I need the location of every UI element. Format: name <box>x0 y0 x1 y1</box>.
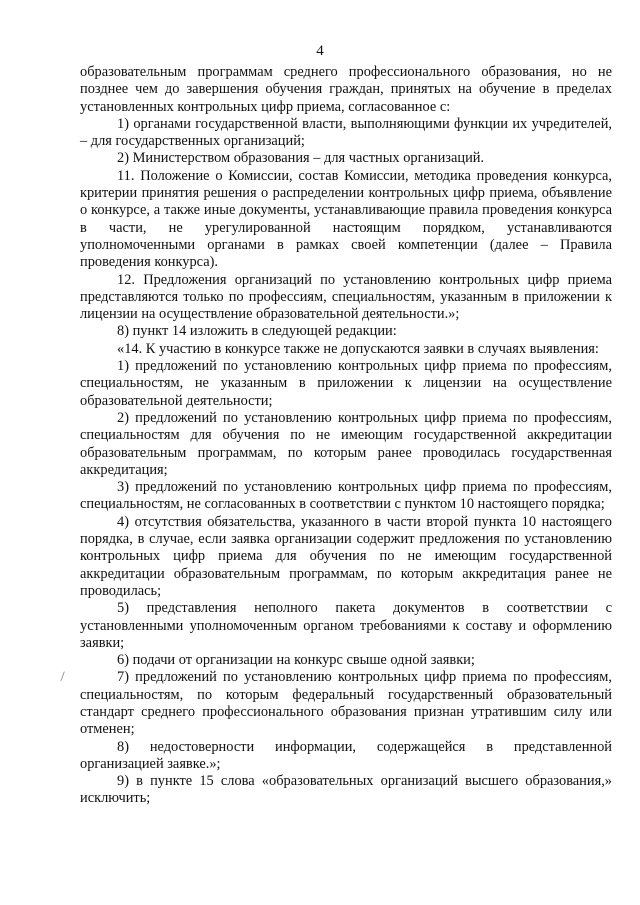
paragraph: 1) предложений по установлению контрольных цифр приема по профессиям, специальностям, не указанным в приложении к лицензии на осуществление образовательной деятельности; <box>80 358 612 409</box>
paragraph: 7) предложений по установлению контрольных цифр приема по профессиям, специальностям, по которым федеральный государственный образовательный стандарт среднего профессионального образования признан утратившим силу или отменен; <box>80 669 612 738</box>
paragraph: 12. Предложения организаций по установлению контрольных цифр приема представляются только по профессиям, специальностям, указанным в приложении к лицензии на осуществление образовательной деятельности.»; <box>80 271 612 323</box>
page-number: 4 <box>316 43 324 59</box>
paragraph: 8) недостоверности информации, содержащейся в представленной организацией заявке.»; <box>80 738 612 772</box>
paragraph: 3) предложений по установлению контрольных цифр приема по профессиям, специальностям, не согласованных в соответствии с пунктом 10 настоящего порядка; <box>80 479 612 513</box>
paragraph: 2) предложений по установлению контрольных цифр приема по профессиям, специальностям для обучения по не имеющим государственной аккредитации образовательным программам, по которым ранее проводилась государственная аккредитация; <box>80 409 612 478</box>
paragraph: 5) представления неполного пакета документов в соответствии с установленными уполномоченным органом требованиями к составу и оформлению заявки; <box>80 600 612 651</box>
document-body <box>80 64 612 808</box>
margin-mark <box>60 671 68 682</box>
paragraph: 4) отсутствия обязательства, указанного в части второй пункта 10 настоящего порядка, в случае, если заявка организации содержит предложения по установлению контрольных цифр приема для обучения по не имеющим государственной аккредитации образовательным программам, по которым аккредитация ранее не проводилась; <box>80 513 612 599</box>
paragraph: 2) Министерством образования – для частных организаций. <box>117 150 485 167</box>
paragraph: 9) в пункте 15 слова «образовательных организаций высшего образования,» исключить; <box>80 773 612 807</box>
paragraph: 8) пункт 14 изложить в следующей редакции: <box>117 323 397 340</box>
paragraph: 6) подачи от организации на конкурс свыше одной заявки; <box>117 652 475 669</box>
paragraph: 11. Положение о Комиссии, состав Комиссии, методика проведения конкурса, критерии принятия решения о распределении контрольных цифр приема, объявление о конкурсе, а также иные документы, устанавливающие правила проведения конкурса в части, не урегулированной настоящим порядком, устанавливаются уполномоченными органами в рамках своей компетенции (далее – Правила проведения конкурса). <box>80 167 612 271</box>
paragraph: «14. К участию в конкурсе также не допускаются заявки в случаях выявления: <box>117 340 599 357</box>
paragraph: 1) органами государственной власти, выполняющими функции их учредителей, – для государственных организаций; <box>80 115 612 150</box>
paragraph: образовательным программам среднего профессионального образования, но не позднее чем до завершения обучения граждан, принятых на обучение в пределах установленных контрольных цифр приема, согласованное с: <box>80 64 612 115</box>
